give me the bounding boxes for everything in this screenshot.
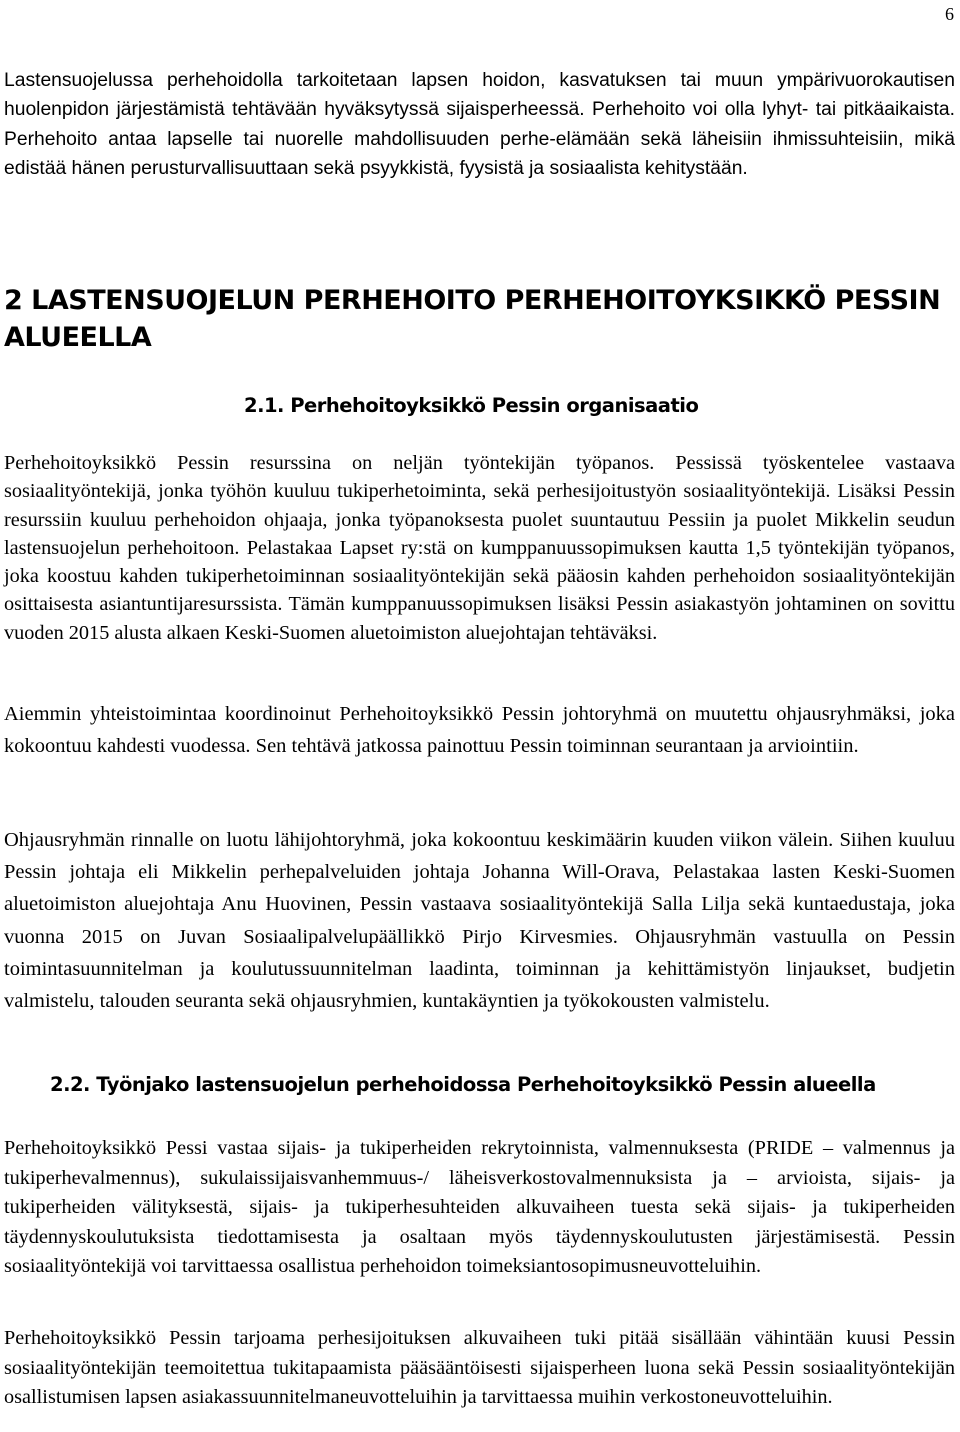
placement-paragraph: Perhehoitoyksikkö Pessin tarjoama perhesijoituksen alkuvaiheen tuki pitää sisällään vähintään kuusi Pessin sosiaalityöntekijän teemoitettua tukitapaamista pääsääntöisesti sijaisperheen luona sekä Pessin sosiaalityöntekijän osallistumisen lapsen asiakassuunnitelmaneuvotteluihin ja tarvittaessa muihin verkostoneuvotteluihin. — [4, 1327, 955, 1408]
intro-paragraph: Lastensuojelussa perhehoidolla tarkoitetaan lapsen hoidon, kasvatuksen tai muun ympärivuorokautisen huolenpidon järjestämistä tehtävään hyväksytyssä sijaisperheessä. Perhehoito voi olla lyhyt- tai pitkäaikaista. Perhehoito antaa lapselle tai nuorelle mahdollisuuden perhe-elämään sekä läheisiin ihmissuhteisiin, mikä edistää hänen perusturvallisuuttaan sekä psyykkistä, fyysistä ja sosiaalista kehitystään. — [4, 70, 955, 179]
section-heading-2-2: 2.2. Työnjako lastensuojelun perhehoidossa Perhehoitoyksikkö Pessin alueella — [50, 1073, 876, 1096]
page-number: 6 — [945, 4, 954, 24]
management-paragraph: Ohjausryhmän rinnalle on luotu lähijohtoryhmä, joka kokoontuu keskimäärin kuuden viikon välein. Siihen kuuluu Pessin johtaja eli Mikkelin perhepalveluiden johtaja Johanna Will-Orava, Pelastakaa lasten Keski-Suomen aluetoimiston aluejohtaja Anu Huovinen, Pessin vastaava sosiaalityöntekijä Salla Lilja sekä kuntaedustaja, joka vuonna 2015 on Juvan Sosiaalipalvelupäällikkö Pirjo Kirvesmies. Ohjausryhmän vastuulla on Pessin toimintasuunnitelman ja koulutussuunnitelman laadinta, toiminnan ja kehittämistyön linjaukset, budjetin valmistelu, talouden seuranta sekä ohjausryhmien, kuntakäyntien ja työkokousten valmistelu. — [4, 829, 955, 1013]
section-heading-2-1: 2.1. Perhehoitoyksikkö Pessin organisaatio — [244, 394, 699, 417]
chapter-heading: 2 LASTENSUOJELUN PERHEHOITO PERHEHOITOYKSIKKÖ PESSIN ALUEELLA — [4, 285, 941, 353]
recruitment-paragraph: Perhehoitoyksikkö Pessi vastaa sijais- ja tukiperheiden rekrytoinnista, valmennuksesta (PRIDE – valmennus ja tukiperhevalmennus), sukulaissijaisvanhemmuus-/ läheisverkostovalmennuksista ja – arvioista, sijais- ja tukiperheiden välityksestä, sijais- ja tukiperhesuhteiden alkuvaiheen tuesta sekä sijais- ja tukiperheiden täydennyskoulutuksista tiedottamisesta ja osaltaan myös täydennyskoulutusten järjestämisestä. Pessin sosiaalityöntekijä voi tarvittaessa osallistua perhehoidon toimeksiantosopimusneuvotteluihin. — [4, 1137, 955, 1277]
resources-paragraph: Perhehoitoyksikkö Pessin resurssina on neljän työntekijän työpanos. Pessissä työskentelee vastaava sosiaalityöntekijä, jonka työhön kuuluu tukiperhetoiminta, sekä perhesijoitustyön sosiaalityöntekijä. Lisäksi Pessin resurssiin kuuluu perhehoidon ohjaaja, jonka työpanoksesta puolet suuntautuu Pessiin ja puolet Mikkelin seudun lastensuojelun perhehoitoon. Pelastakaa Lapset ry:stä on kumppanuussopimuksen kautta 1,5 työntekijän työpanos, joka koostuu kahden tukiperhetoiminnan sosiaalityöntekijän sekä pääosin kahden perhehoidon sosiaalityöntekijän osittaisesta asiantuntijaresurssista. Tämän kumppanuussopimuksen lisäksi Pessin asiakastyön johtaminen on sovittu vuoden 2015 alusta alkaen Keski-Suomen aluetoimiston aluejohtajan tehtäväksi. — [4, 452, 955, 644]
steering-paragraph: Aiemmin yhteistoimintaa koordinoinut Perhehoitoyksikkö Pessin johtoryhmä on muutettu ohjausryhmäksi, joka kokoontuu kahdesti vuodessa. Sen tehtävä jatkossa painottuu Pessin toiminnan seurantaan ja arviointiin. — [4, 703, 955, 758]
